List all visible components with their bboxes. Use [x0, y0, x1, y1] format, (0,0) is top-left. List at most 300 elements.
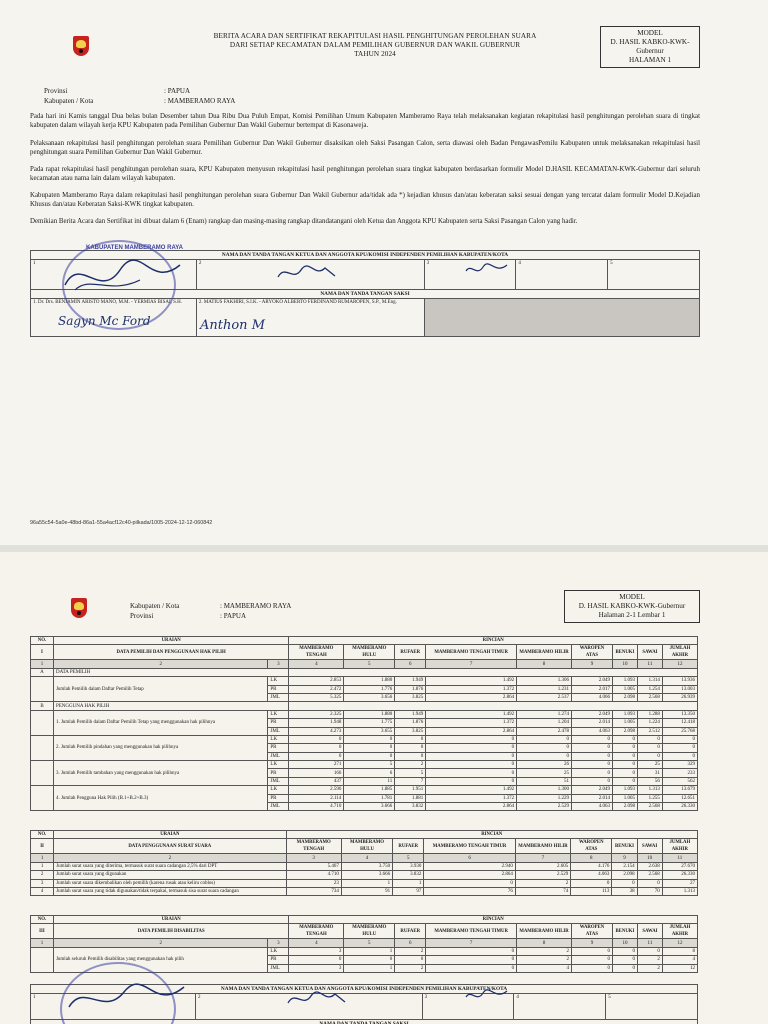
col-no: NO.	[31, 916, 54, 924]
value-cell: 26.330	[662, 871, 697, 879]
col-no: NO.	[31, 637, 54, 645]
sig-slot-3: 3	[422, 994, 514, 1020]
paragraph-5: Demikian Berita Acara dan Sertifikat ini dibuat dalam 6 (Enam) rangkap dan masing-masing rangkap ditandatangani oleh Ketua dan Anggota KPU Kabupaten serta Saksi Pasangan Calon yang hadir.	[30, 218, 578, 225]
value-cell: 166	[289, 769, 344, 777]
value-cell: 5.467	[286, 862, 341, 870]
paragraph-4: Kabupaten Mamberamo Raya dalam rekapitulasi hasil penghitungan perolehan suara Gubernur Dan Wakil Gubernur ada/tidak ada *) kejadian khusus dan/atau keberatan saksi sesuai dengan yang tercatat dalam formulir Model D.Kejadian Khusus dan/atau Keberatan Saksi-KWK tingkat kabupaten.	[30, 192, 700, 208]
value-cell: 2	[395, 761, 426, 769]
provinsi-field: Provinsi : PAPUA	[130, 612, 247, 620]
value-cell: 3.656	[344, 693, 395, 701]
value-cell: 1.492	[426, 786, 517, 794]
section-label: PENGGUNA HAK PILIH	[53, 702, 288, 710]
value-cell: 562	[662, 777, 697, 785]
value-cell: 1.372	[426, 794, 517, 802]
gender-cell: JML	[268, 777, 289, 785]
value-cell: 2	[637, 964, 662, 972]
district-header: SAWAI	[637, 839, 662, 854]
shaded-cell	[424, 299, 699, 337]
district-header: MAMBERAMO TENGAH TIMUR	[424, 839, 516, 854]
column-number-row	[31, 854, 698, 862]
col-num: 6	[395, 660, 426, 668]
district-header: MAMBERAMO HULU	[341, 839, 392, 854]
jumlah-akhir-header: JUMLAH AKHIR	[662, 924, 697, 939]
row-no: 4	[31, 887, 54, 895]
value-cell: 2.638	[637, 862, 662, 870]
col-num: 8	[517, 660, 572, 668]
col-uraian: URAIAN	[54, 831, 286, 839]
value-cell: 0	[612, 735, 637, 743]
value-cell: 2.014	[572, 794, 613, 802]
value-cell: 70	[637, 887, 662, 895]
district-header: MAMBERAMO HULU	[344, 924, 395, 939]
value-cell: 0	[426, 947, 517, 955]
value-cell: 2.098	[612, 727, 637, 735]
table-row	[31, 786, 698, 794]
value-cell: 51	[517, 777, 572, 785]
sig-slot-4: 4	[516, 260, 608, 290]
roman-ii: II	[31, 839, 54, 854]
signature-scribble-2	[285, 988, 365, 1010]
value-cell: 0	[572, 744, 613, 752]
value-cell: 7	[395, 777, 426, 785]
table-row	[31, 887, 698, 895]
value-cell: 26.330	[662, 803, 697, 811]
district-header: RUFAER	[393, 839, 424, 854]
value-cell: 1.313	[637, 786, 662, 794]
row-no	[31, 710, 54, 735]
table-row	[31, 879, 698, 887]
saksi-header: NAMA DAN TANDA TANGAN SAKSI	[31, 1020, 698, 1024]
value-cell: 4.710	[289, 803, 344, 811]
value-cell: 2	[517, 956, 572, 964]
section-row	[31, 702, 698, 710]
col-num: 5	[344, 939, 395, 947]
row-label: 1. Jumlah Pemilih dalam Daftar Pemilih Tetap yang menggunakan hak pilihnya	[53, 710, 267, 735]
value-cell: 31	[637, 769, 662, 777]
saksi-header: NAMA DAN TANDA TANGAN SAKSI	[31, 290, 700, 299]
signature-scribble-1	[60, 250, 200, 310]
value-cell: 2.529	[517, 803, 572, 811]
col-num: 1	[31, 939, 54, 947]
col-num: 9	[572, 660, 613, 668]
col-num: 9	[612, 854, 637, 862]
row-label: Jumlah surat suara yang tidak digunakan/tidak terpakai, termasuk sisa surat suara cadangan	[54, 887, 286, 895]
col-num: 10	[612, 939, 637, 947]
value-cell: 3.666	[341, 871, 392, 879]
col-num: 1	[31, 660, 54, 668]
district-header: MAMBERAMO HILIR	[515, 839, 570, 854]
value-cell: 25.768	[662, 727, 697, 735]
value-cell: 4.063	[571, 871, 612, 879]
gender-cell: LK	[268, 677, 289, 685]
value-cell: 56	[637, 777, 662, 785]
row-label: Jumlah Pemilih dalam Daftar Pemilih Tetap	[53, 677, 267, 702]
district-header: WAROPEN ATAS	[572, 645, 613, 660]
gender-cell: JML	[268, 693, 289, 701]
value-cell: 0	[517, 752, 572, 760]
district-header: BENUKI	[612, 924, 637, 939]
value-cell: 1.224	[637, 719, 662, 727]
value-cell: 1.881	[395, 794, 426, 802]
value-cell: 2	[515, 879, 570, 887]
col-num: 7	[515, 854, 570, 862]
col-num: 5	[393, 854, 424, 862]
district-header: MAMBERAMO HILIR	[517, 645, 572, 660]
paragraph-2: Pelaksanaan rekapitulasi hasil penghitungan perolehan suara Pemilihan Gubernur Dan Wakil Gubernur disaksikan oleh Saksi Pasangan Calon, serta diawasi oleh Badan PengawasPemilu Kabupaten untuk melaksanakan rekapitulasi hasil penghitungan suara Pemilihan Gubernur Dan Wakil Gubernur.	[30, 140, 700, 156]
row-no	[31, 786, 54, 811]
value-cell: 2.864	[426, 803, 517, 811]
district-header: SAWAI	[637, 924, 662, 939]
value-cell: 5.325	[289, 693, 344, 701]
value-cell: 2.154	[612, 862, 637, 870]
value-cell: 3.655	[344, 727, 395, 735]
section-label: DATA PEMILIH	[53, 668, 288, 676]
value-cell: 2.568	[637, 871, 662, 879]
value-cell: 1.005	[612, 685, 637, 693]
value-cell: 1.255	[637, 794, 662, 802]
value-cell: 1.880	[344, 710, 395, 718]
value-cell: 0	[344, 752, 395, 760]
value-cell: 1.005	[612, 719, 637, 727]
value-cell: 23	[286, 879, 341, 887]
sig-slot-2: 2	[195, 994, 422, 1020]
value-cell: 0	[289, 735, 344, 743]
row-no	[31, 761, 54, 786]
district-header: MAMBERAMO TENGAH	[289, 924, 344, 939]
value-cell: 1.775	[344, 719, 395, 727]
value-cell: 1.372	[426, 719, 517, 727]
row-label: 2. Jumlah Pemilih pindahan yang menggunakan hak pilihnya	[53, 735, 267, 760]
gender-cell: LK	[268, 735, 289, 743]
value-cell: 0	[637, 735, 662, 743]
value-cell: 0	[395, 735, 426, 743]
value-cell: 0	[426, 752, 517, 760]
value-cell: 2.596	[289, 786, 344, 794]
value-cell: 25	[517, 769, 572, 777]
value-cell: 1	[344, 947, 395, 955]
rekapitulasi-page	[0, 552, 768, 1024]
value-cell: 0	[424, 879, 516, 887]
section-row	[31, 668, 698, 676]
table-row	[31, 871, 698, 879]
column-number-row	[31, 660, 698, 668]
table1-title: DATA PEMILIH DAN PENGGUNAAN HAK PILIH	[53, 645, 288, 660]
row-no: 2	[31, 871, 54, 879]
value-cell: 13.936	[662, 677, 697, 685]
model-box: MODEL D. HASIL KABKO-KWK- Gubernur HALAMAN 1	[600, 26, 700, 68]
value-cell: 1.880	[344, 677, 395, 685]
district-header: MAMBERAMO TENGAH	[286, 839, 341, 854]
document-hash: 96a55c54-5a0e-48bd-86a1-55a4acf12c40-pilkada/1005-2024-12-12-060842	[30, 520, 213, 526]
col-num: 10	[637, 854, 662, 862]
value-cell: 0	[662, 735, 697, 743]
value-cell: 5	[395, 769, 426, 777]
gender-cell: PR	[268, 769, 289, 777]
value-cell: 13.003	[662, 685, 697, 693]
value-cell: 0	[426, 735, 517, 743]
value-cell: 1.492	[426, 710, 517, 718]
value-cell: 2.853	[289, 677, 344, 685]
gender-cell: PR	[268, 744, 289, 752]
col-num: 3	[268, 939, 289, 947]
row-no	[31, 677, 54, 702]
kabupaten-field: Kabupaten / Kota : MAMBERAMO RAYA	[44, 97, 236, 105]
value-cell: 1.372	[426, 685, 517, 693]
value-cell: 0	[572, 769, 613, 777]
value-cell: 329	[662, 761, 697, 769]
table-row	[31, 761, 698, 769]
value-cell: 0	[395, 752, 426, 760]
value-cell: 0	[637, 752, 662, 760]
page-gap	[0, 545, 768, 552]
col-num: 11	[637, 660, 662, 668]
value-cell: 1.229	[517, 794, 572, 802]
table-row	[31, 862, 698, 870]
sig-slot-2: 2	[196, 260, 424, 290]
saksi-2-signature: Anthon M	[200, 318, 265, 333]
value-cell: 4	[662, 956, 697, 964]
value-cell: 25	[637, 761, 662, 769]
value-cell: 6	[344, 769, 395, 777]
col-num: 12	[662, 939, 697, 947]
table-row	[31, 947, 698, 955]
value-cell: 0	[572, 964, 613, 972]
section-no: B	[31, 702, 54, 710]
row-no: 1	[31, 862, 54, 870]
col-num: 5	[344, 660, 395, 668]
value-cell: 1.288	[637, 710, 662, 718]
value-cell: 1.781	[344, 794, 395, 802]
value-cell: 38	[612, 887, 637, 895]
value-cell: 1.949	[395, 710, 426, 718]
value-cell: 0	[395, 744, 426, 752]
table-row	[31, 735, 698, 743]
value-cell: 2.017	[572, 685, 613, 693]
district-header: MAMBERAMO HILIR	[517, 924, 572, 939]
roman-iii: III	[31, 924, 54, 939]
value-cell: 2.478	[517, 727, 572, 735]
col-num: 9	[572, 939, 613, 947]
value-cell: 0	[662, 752, 697, 760]
roman-i: I	[31, 645, 54, 660]
row-label: Jumlah surat suara dikembalikan oleh pemilih (karena rusak atau keliru coblos)	[54, 879, 286, 887]
value-cell: 1.254	[637, 685, 662, 693]
value-cell: 2.472	[289, 685, 344, 693]
value-cell: 2.605	[515, 862, 570, 870]
col-num: 7	[426, 939, 517, 947]
value-cell: 0	[289, 956, 344, 964]
gender-cell: LK	[268, 710, 289, 718]
paragraph-3: Pada rapat rekapitulasi hasil penghitungan perolehan suara, KPU Kabupaten menyusun rekapitulasi hasil penghitungan perolehan suara tingkat kabupaten berdasarkan formulir Model D.HASIL KECAMATAN-KWK-Gubernur dari seluruh kecamatan atau nama lain dalam wilayah kabupaten.	[30, 166, 700, 182]
sig-slot-1: 1	[31, 994, 196, 1020]
value-cell: 4.063	[572, 803, 613, 811]
value-cell: 4.710	[286, 871, 341, 879]
value-cell: 1.306	[517, 677, 572, 685]
value-cell: 0	[426, 956, 517, 964]
value-cell: 0	[344, 744, 395, 752]
value-cell: 271	[289, 761, 344, 769]
value-cell: 5	[344, 761, 395, 769]
value-cell: 97	[393, 887, 424, 895]
col-num: 2	[54, 854, 286, 862]
col-num: 2	[53, 939, 267, 947]
signature-table-header: NAMA DAN TANDA TANGAN KETUA DAN ANGGOTA KPU/KOMISI INDEPENDEN PEMILIHAN KABUPATEN/KOTA	[31, 985, 698, 994]
value-cell: 26.939	[662, 693, 697, 701]
col-num: 1	[31, 854, 54, 862]
value-cell: 0	[344, 735, 395, 743]
value-cell: 3.930	[393, 862, 424, 870]
value-cell: 0	[426, 777, 517, 785]
sig-slot-4: 4	[514, 994, 606, 1020]
value-cell: 12	[662, 964, 697, 972]
value-cell: 2.098	[612, 693, 637, 701]
value-cell: 4	[517, 964, 572, 972]
value-cell: 4.063	[572, 727, 613, 735]
surat-suara-table	[30, 830, 698, 896]
value-cell: 8	[662, 947, 697, 955]
value-cell: 3.666	[344, 803, 395, 811]
value-cell: 76	[424, 887, 516, 895]
col-num: 8	[517, 939, 572, 947]
value-cell: 13.350	[662, 710, 697, 718]
col-num: 3	[268, 660, 289, 668]
sig-slot-5: 5	[608, 260, 700, 290]
model-box: MODEL D. HASIL KABKO-KWK-Gubernur Halaman 2-1 Lembar 1	[564, 590, 700, 623]
district-header: MAMBERAMO TENGAH TIMUR	[426, 924, 517, 939]
value-cell: 2	[517, 947, 572, 955]
value-cell: 0	[637, 947, 662, 955]
empty-cell	[289, 702, 698, 710]
value-cell: 0	[426, 744, 517, 752]
value-cell: 0	[572, 752, 613, 760]
signature-scribble-3	[463, 261, 513, 279]
col-num: 6	[424, 854, 516, 862]
value-cell: 3	[289, 964, 344, 972]
signature-scribble-3	[463, 987, 513, 1005]
value-cell: 2.864	[426, 693, 517, 701]
value-cell: 0	[572, 761, 613, 769]
value-cell: 3.750	[341, 862, 392, 870]
value-cell: 2.568	[637, 693, 662, 701]
gender-cell: PR	[268, 685, 289, 693]
value-cell: 1.274	[517, 710, 572, 718]
col-num: 3	[286, 854, 341, 862]
col-num: 4	[341, 854, 392, 862]
value-cell: 1.885	[344, 786, 395, 794]
provinsi-field: Provinsi : PAPUA	[44, 87, 191, 95]
value-cell: 0	[572, 947, 613, 955]
kpu-logo	[70, 36, 92, 58]
value-cell: 2.114	[289, 794, 344, 802]
value-cell: 0	[426, 964, 517, 972]
value-cell: 0	[572, 956, 613, 964]
stamp-text: KABUPATEN MAMBERAMO RAYA	[86, 245, 184, 251]
jumlah-akhir-header: JUMLAH AKHIR	[662, 645, 697, 660]
gender-cell: PR	[268, 794, 289, 802]
value-cell: 0	[517, 735, 572, 743]
table-row	[31, 677, 698, 685]
saksi-2: 2. MATIUS FAKHIRI, S.I.K. - ARYOKO ALBERTO FERDINAND RUMAROPEN, S.P., M.Eng.	[196, 299, 424, 337]
value-cell: 2.049	[572, 677, 613, 685]
signature-scribble-2	[275, 262, 355, 284]
value-cell: 437	[289, 777, 344, 785]
value-cell: 2.325	[289, 710, 344, 718]
value-cell: 2.014	[572, 719, 613, 727]
col-num: 2	[53, 660, 267, 668]
value-cell: 2	[395, 964, 426, 972]
document-title: BERITA ACARA DAN SERTIFIKAT REKAPITULASI HASIL PENGHITUNGAN PEROLEHAN SUARA DARI SETIAP KECAMATAN DALAM PEMILIHAN GUBERNUR DAN WAKIL GUBERNUR TAHUN 2024	[213, 32, 537, 58]
gender-cell: JML	[268, 752, 289, 760]
value-cell: 0	[426, 761, 517, 769]
col-no: NO.	[31, 831, 54, 839]
value-cell: 0	[612, 744, 637, 752]
value-cell: 1.231	[517, 685, 572, 693]
sig-slot-1: 1	[31, 260, 197, 290]
value-cell: 1	[341, 879, 392, 887]
district-header: MAMBERAMO TENGAH	[289, 645, 344, 660]
district-header: SAWAI	[637, 645, 662, 660]
district-header: WAROPEN ATAS	[572, 924, 613, 939]
value-cell: 734	[286, 887, 341, 895]
value-cell: 0	[612, 879, 637, 887]
value-cell: 1.093	[612, 786, 637, 794]
value-cell: 2	[637, 956, 662, 964]
col-num: 7	[426, 660, 517, 668]
value-cell: 0	[572, 735, 613, 743]
value-cell: 26	[517, 761, 572, 769]
gender-cell: JML	[268, 964, 289, 972]
gender-cell: LK	[268, 761, 289, 769]
row-no	[31, 947, 54, 972]
saksi-1: 1. Dr. Drs. BENJAMIN ARISTO MANO, M.M. - YERMIAS BISAI, S.H.	[31, 299, 197, 337]
section-no: A	[31, 668, 54, 676]
value-cell: 1.876	[395, 719, 426, 727]
value-cell: 3.832	[395, 803, 426, 811]
value-cell: 2.049	[572, 786, 613, 794]
gender-cell: JML	[268, 727, 289, 735]
value-cell: 0	[612, 769, 637, 777]
col-num: 4	[289, 660, 344, 668]
col-rincian: RINCIAN	[289, 637, 698, 645]
row-label: Jumlah surat suara yang diterima, termasuk surat suara cadangan 2,5% dari DPT	[54, 862, 286, 870]
value-cell: 1.204	[517, 719, 572, 727]
table3-title: DATA PEMILIH DISABILITAS	[53, 924, 288, 939]
value-cell: 2.537	[517, 693, 572, 701]
value-cell: 0	[612, 964, 637, 972]
value-cell: 233	[662, 769, 697, 777]
value-cell: 1.313	[662, 887, 697, 895]
district-header: WAROPEN ATAS	[571, 839, 612, 854]
value-cell: 0	[572, 777, 613, 785]
district-header: BENUKI	[612, 645, 637, 660]
value-cell: 1.314	[637, 677, 662, 685]
district-header: RUFAER	[395, 645, 426, 660]
value-cell: 2.568	[637, 803, 662, 811]
value-cell: 12.651	[662, 794, 697, 802]
value-cell: 0	[662, 744, 697, 752]
column-number-row	[31, 939, 698, 947]
value-cell: 0	[395, 956, 426, 964]
value-cell: 0	[637, 744, 662, 752]
value-cell: 3	[289, 947, 344, 955]
value-cell: 2.098	[612, 871, 637, 879]
value-cell: 1.093	[612, 677, 637, 685]
value-cell: 13.679	[662, 786, 697, 794]
value-cell: 2.098	[612, 803, 637, 811]
col-num: 11	[637, 939, 662, 947]
col-uraian: URAIAN	[53, 637, 288, 645]
value-cell: 1.876	[395, 685, 426, 693]
